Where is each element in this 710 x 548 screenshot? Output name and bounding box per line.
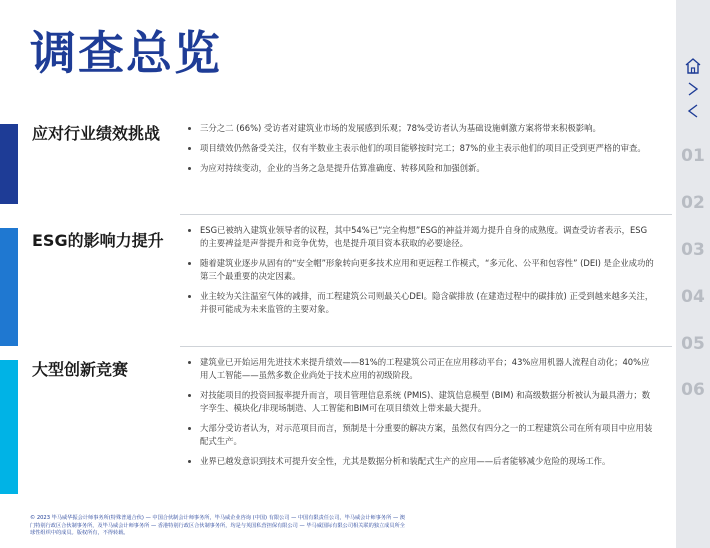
nav-item-02[interactable]: 02 — [681, 193, 705, 213]
section-1-bullets — [186, 122, 654, 182]
list-item: 对技能项目的投资回报率提升而言，项目管理信息系统 (PMIS)、建筑信息模型 (BIM) 和高级数据分析被认为最具潜力；数字孪生、模块化/非现场制造、人工智能和BIM可在项目绩效上带来最大提升。 — [186, 389, 654, 415]
section-3-bullets — [186, 356, 654, 475]
list-item: 为应对持续变动，企业的当务之急是提升估算准确度、转移风险和加强创新。 — [186, 162, 654, 175]
section-3-accent-bar — [0, 360, 18, 494]
section-divider — [180, 346, 672, 347]
section-2-accent-bar — [0, 228, 18, 346]
side-navigation — [676, 0, 710, 548]
section-2-bullets — [186, 224, 654, 323]
section-1-heading: 应对行业绩效挑战 — [32, 124, 161, 143]
list-item: 业界已越发意识到技术可提升安全性，尤其是数据分析和装配式生产的应用——后者能够减少危险的现场工作。 — [186, 455, 654, 468]
list-item: 业主较为关注温室气体的减排，而工程建筑公司则最关心DEI。隐含碳排放 (在建造过程中的碳排放) 正受到越来越多关注，并很可能成为未来监管的主要对象。 — [186, 290, 654, 316]
nav-item-05[interactable]: 05 — [681, 334, 705, 354]
list-item: 随着建筑业逐步从固有的“安全帽”形象转向更多技术应用和更远程工作模式，“多元化、公平和包容性” (DEI) 是企业成功的第三个最重要的决定因素。 — [186, 257, 654, 283]
page-title: 调查总览 — [30, 26, 222, 80]
nav-item-04[interactable]: 04 — [681, 287, 705, 307]
list-item: 大部分受访者认为，对示范项目而言，预制是十分重要的解决方案，虽然仅有四分之一的工程建筑公司在所有项目中应用装配式生产。 — [186, 422, 654, 448]
section-3-heading: 大型创新竞赛 — [32, 360, 129, 379]
nav-item-06[interactable]: 06 — [681, 380, 705, 400]
list-item: 三分之二 (66%) 受访者对建筑业市场的发展感到乐观；78%受访者认为基础设施刺激方案将带来积极影响。 — [186, 122, 654, 135]
list-item: 项目绩效仍然备受关注，仅有半数业主表示他们的项目能够按时完工；87%的业主表示他们的项目正受到更严格的审查。 — [186, 142, 654, 155]
list-item: 建筑业已开始运用先进技术来提升绩效——81%的工程建筑公司正在应用移动平台；43%应用机器人流程自动化；40%应用人工智能——虽然多数企业尚处于技术应用的初级阶段。 — [186, 356, 654, 382]
section-1-accent-bar — [0, 124, 18, 204]
nav-item-03[interactable]: 03 — [681, 240, 705, 260]
section-divider — [180, 214, 672, 215]
nav-item-01[interactable]: 01 — [681, 146, 705, 166]
chevron-next-icon[interactable] — [683, 79, 703, 99]
list-item: ESG已被纳入建筑业领导者的议程，其中54%已“完全构想”ESG的神益并竭力提升自身的成熟度。调查受访者表示，ESG的主要裨益是声誉提升和竞争优势，也是提升项目资本获取的必要途径。 — [186, 224, 654, 250]
home-icon[interactable] — [683, 56, 703, 76]
section-2-heading: ESG的影响力提升 — [32, 231, 164, 250]
copyright-footer: © 2023 毕马威华振会计师事务所(特殊普通合伙) — 中国合伙制会计师事务所，毕马威企业咨询 (中国) 有限公司 — 中国有限责任公司，毕马威会计师事务所 — 澳门特别行政区合伙制事务所，及毕马威会计师事务所 — 香港特别行政区合伙制事务所，均是与英国私营担保有限公司 — 毕马威国际有限公司相关联的独立成员所全球性组织中的成员。版权所有，不得转载。 — [30, 515, 405, 536]
chevron-prev-icon[interactable] — [683, 101, 703, 121]
